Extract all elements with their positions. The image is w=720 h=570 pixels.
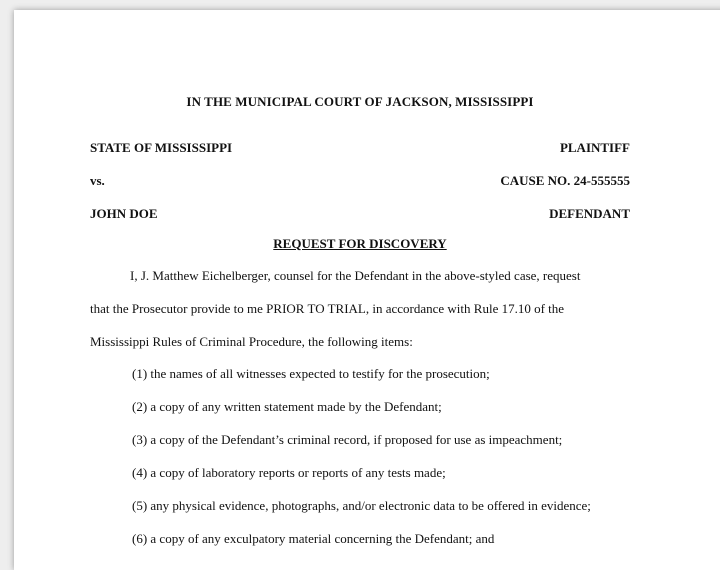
court-title: IN THE MUNICIPAL COURT OF JACKSON, MISSISSIPPI [186,94,534,109]
caption-cause-number: CAUSE NO. 24-555555 [500,173,630,188]
paragraph-line: Mississippi Rules of Criminal Procedure, the following items: [90,334,413,349]
discovery-item: (4) a copy of laboratory reports or reports of any tests made; [132,465,446,480]
caption-role-defendant: DEFENDANT [549,206,630,221]
caption-versus: vs. [90,173,105,188]
discovery-item: (3) a copy of the Defendant’s criminal record, if proposed for use as impeachment; [132,432,563,447]
document-heading: REQUEST FOR DISCOVERY [273,236,447,251]
discovery-item: (5) any physical evidence, photographs, and/or electronic data to be offered in evidence; [132,498,591,513]
paragraph-line: that the Prosecutor provide to me PRIOR TO TRIAL, in accordance with Rule 17.10 of the [90,301,565,316]
caption-row-plaintiff [90,140,630,156]
caption-party-defendant: JOHN DOE [90,206,158,221]
paragraph-line: I, J. Matthew Eichelberger, counsel for the Defendant in the above-styled case, request [130,268,581,283]
caption-row-defendant [90,206,630,222]
caption-role-plaintiff: PLAINTIFF [559,140,630,155]
caption-row-cause [90,173,630,189]
document-page [14,10,720,570]
discovery-item: (1) the names of all witnesses expected to testify for the prosecution; [132,366,490,381]
discovery-item: (6) a copy of any exculpatory material concerning the Defendant; and [132,531,495,546]
caption-party-state: STATE OF MISSISSIPPI [90,140,233,155]
discovery-item: (2) a copy of any written statement made by the Defendant; [132,399,442,414]
